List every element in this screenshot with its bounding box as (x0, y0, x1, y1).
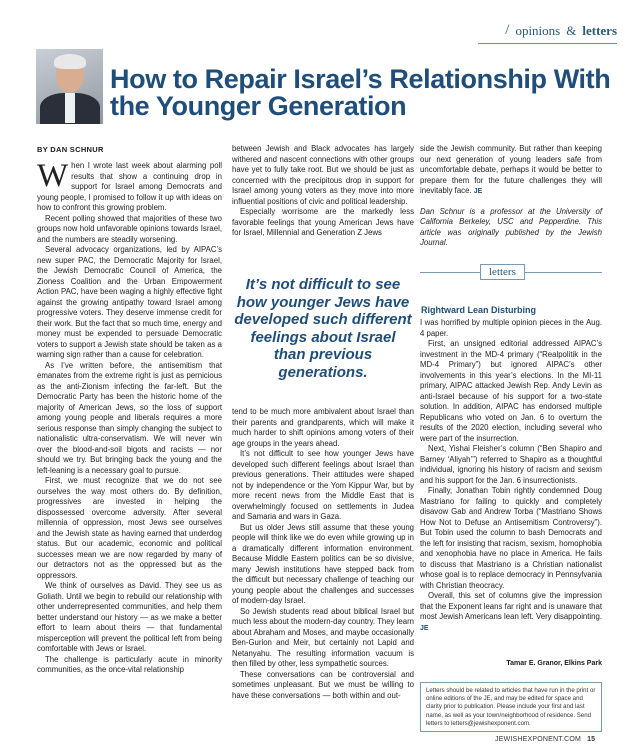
section-divider (478, 43, 617, 44)
letter-signature: Tamar E. Granor, Elkins Park (506, 660, 602, 667)
letter-paragraph: Overall, this set of columns give the impression that the Exponent leans far right and is unaware that most Jewish Americans lean left. Very disappointing. JE (420, 591, 602, 632)
article-paragraph: We think of ourselves as David. They see us as Goliath. Until we begin to rebuild our relationship with other underrepresented communities, and help them better understand our history — as we make a better effort to learn about theirs — that fundamental misperception will prevent the political left from being comfortable with Jews or Israel. (37, 581, 222, 653)
pull-quote: It’s not difficult to see how younger Jews have developed such different feelings about Israel than previous generations. (234, 276, 412, 381)
letter-paragraph: I was horrified by multiple opinion pieces in the Aug. 4 paper. (420, 318, 602, 338)
section-name: letters (582, 22, 617, 38)
byline: BY DAN SCHNUR (37, 145, 104, 154)
letter-paragraph: Finally, Jonathan Tobin rightly condemned Doug Mastriano for failing to quickly and completely disavow Gab and Andrew Torba (“Mastriano Shows How Not to Defuse an Antisemitism Controversy”). But Tobin used the column to bash Democrats and the left for insisting that racism, sexism, homophobia and xenophobia have no place in America. He fails to discuss that Mastriano is a Christian nationalist whose goal is to replace democracy in Pennsylvania with Christian theocracy. (420, 486, 602, 590)
section-prefix: opinions (515, 22, 561, 38)
article-column-2 (232, 144, 414, 239)
article-column-3 (420, 144, 602, 249)
article-paragraph: Recent polling showed that majorities of these two groups now hold unfavorable opinions towards Israel, and the numbers are steadily worsening. (37, 213, 222, 244)
page-number: 15 (587, 736, 596, 743)
article-paragraph: So Jewish students read about biblical Israel but much less about the modern-day country. They learn about Abraham and Moses, and maybe occasionally Ben-Gurion and Meir, but certainly not Lapid and Netanyahu. The resulting information vacuum is then filled by other, less sympathetic sources. (232, 606, 414, 668)
end-mark: JE (473, 188, 483, 195)
letters-policy-note: Letters should be related to articles that have run in the print or online editions of the JE, and may be edited for space and clarity prior to publication. Please include your first and last name, as well as your town/neighborhood of residence. Send letters to letters@jewishexponent.com. (420, 682, 602, 732)
letter-title: Rightward Lean Disturbing (421, 305, 537, 315)
article-paragraph: These conversations can be controversial and sometimes unpleasant. But we must be willing to have these conversations — both within and out- (232, 669, 414, 700)
letters-label: letters (480, 264, 525, 280)
end-mark: JE (420, 624, 429, 632)
article-paragraph: between Jewish and Black advocates has largely withered and nascent connections with other groups have yet to fully take root. But we should be just as concerned with the precipitous drop in support for Israel among young voters as they move into more influential positions of civic and political leadership. (232, 144, 414, 206)
article-column-2-continued (232, 407, 414, 701)
letter-body (420, 318, 602, 634)
article-paragraph: Especially worrisome are the markedly less favorable feelings that young American Jews have for Israel, Millennial and Generation Z Jews (232, 207, 414, 237)
headline: How to Repair Israel’s Relationship With the Younger Generation (110, 64, 611, 121)
article-paragraph: tend to be much more ambivalent about Israel than their parents and grandparents, which will make it much harder to shift opinions among voters of their age groups in the years ahead. (232, 407, 414, 448)
article-text: hen I wrote last week about alarming poll results that show a continuing drop in support for Israel among Democrats and young people, I promised to follow it up with ideas on how to confront this growing problem. (37, 161, 222, 212)
letter-paragraph: First, an unsigned editorial addressed AIPAC’s investment in the MD-4 primary (“Realpolitik in the MD-4 Primary”) but ignored AIPAC’s other involvements in this year’s elections. In the MI-11 primary, AIPAC attacked Jewish Rep. Andy Levin as anti-Israel because of his support for a two-state solution. In addition, AIPAC has endorsed multiple Republicans who voted on Jan. 6 to overturn the results of the 2020 election, including several who were part of the insurrection. (420, 339, 602, 443)
article-paragraph: It’s not difficult to see how younger Jews have developed such different feelings about Israel than previous generations. Their attitudes were shaped not by independence or the Yom Kippur War, but by more recent news from the Middle East that is overwhelmingly focused on settlements in Judea and Samaria and wars in Gaza. (232, 449, 414, 521)
section-amp: & (566, 22, 577, 38)
article-paragraph: side the Jewish community. But rather than keeping our next generation of young leaders safe from uncomfortable debate, perhaps it would be better to prepare them for the future challenges they will inevitably face. JE (420, 144, 602, 195)
article-paragraph: First, we must recognize that we do not see ourselves the way most others do. By definition, progressives are invested in helping the dispossessed overcome adversity. After several millennia of oppression, most Jews see ourselves and the Jewish state as having earned that underdog status. But our academic, economic and political successes mean we are now regarded by many of our detractors not as the oppressed but as the oppressors. (37, 476, 222, 580)
letters-section-header (420, 264, 602, 284)
article-paragraph: As I’ve written before, the antisemitism that emanates from the extreme right is just as pernicious as the anti-Zionism infecting the far-left. But the Democratic Party has been the historic home of the majority of American Jews, so the loss of support among young people and liberals requires a more serious response than simply changing the subject to nationalistic ultra-conservatism. We will never win over the blood-and-soil bigots and racists — nor should we try. But bringing back the young and the left-leaning is a necessary goal to pursue. (37, 360, 222, 475)
article-paragraph (37, 158, 222, 214)
article-paragraph: Several advocacy organizations, led by AIPAC’s new super PAC, the Democratic Majority for Israel, the Jewish Democratic Council of America, the Zioness Coalition and the Urban Empowerment Action PAC, have been waging a highly effective fight against the growing antipathy toward Israel among progressive voters. They deserve immense credit for their work. But the fact that so much time, energy and money must be expended to persuade Democratic voters to support a Jewish state should be taken as a warning sign rather than a cause for celebration. (37, 245, 222, 359)
article-paragraph: The challenge is particularly acute in minority communities, as the once-vital relationship (37, 654, 222, 674)
article-column-1 (37, 158, 222, 676)
article-paragraph: But us older Jews still assume that these young people will think like we do even while growing up in a dramatically different information environment. Because Middle Eastern politics can be so divisive, many Jewish institutions have stepped back from the difficult but necessary challenge of teaching our young people about the challenges and successes of modern-day Israel. (232, 522, 414, 605)
letter-paragraph: Next, Yishai Fleisher’s column (“Ben Shapiro and Barney ‘Aliyah’”) referred to Shapiro as a thoughtful individual, ignoring his history of racism and sexism and his support for the Jan. 6 insurrectionists. (420, 444, 602, 485)
author-bio: Dan Schnur is a professor at the University of California Berkeley, USC and Pepperdine. This article was originally published by the Jewish Journal. (420, 206, 602, 247)
page-footer (495, 736, 595, 743)
footer-site: JEWISHEXPONENT.COM (495, 736, 582, 743)
dropcap: W (37, 158, 69, 194)
section-tag (505, 22, 617, 39)
slash-glyph: / (505, 22, 510, 38)
author-photo (36, 49, 103, 124)
